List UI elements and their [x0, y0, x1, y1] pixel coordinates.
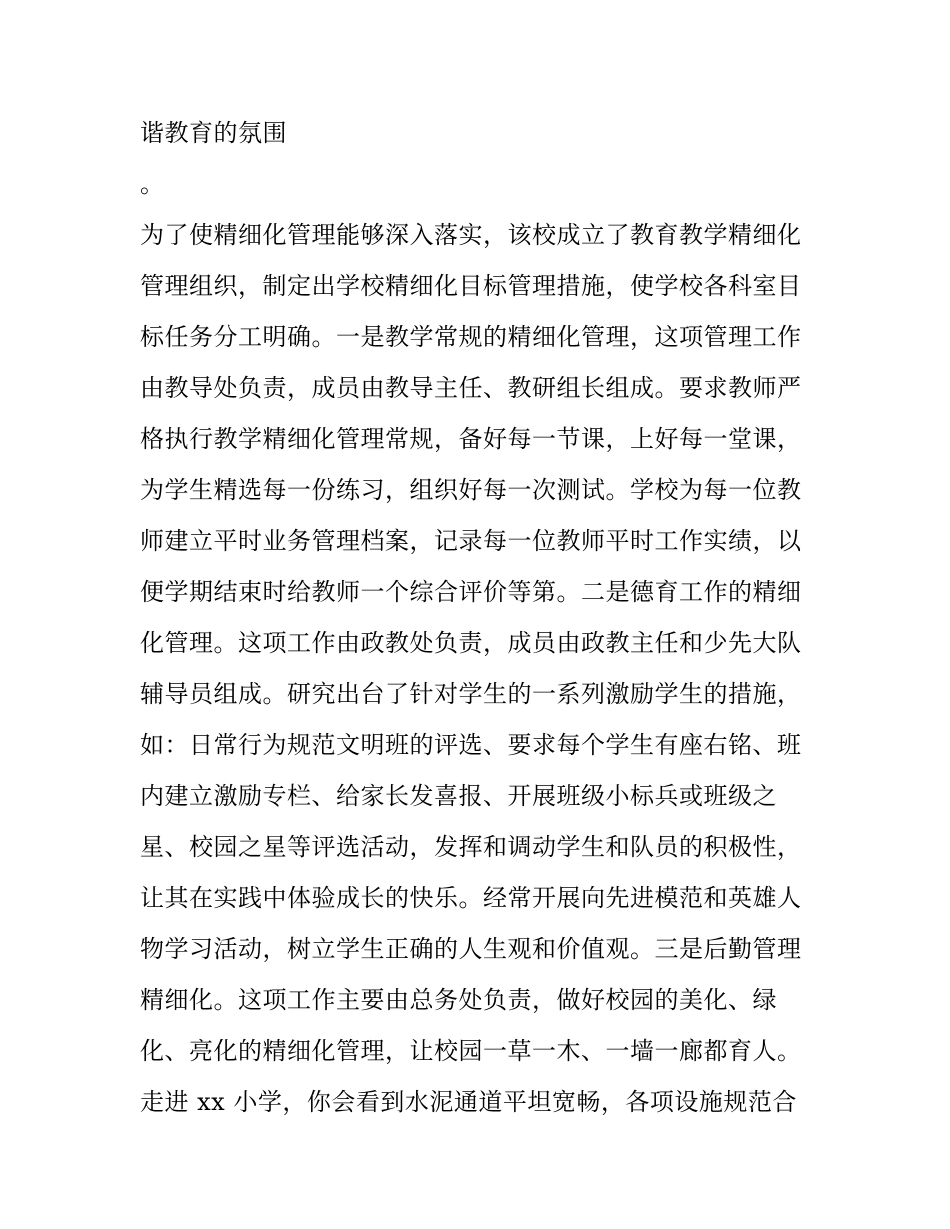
paragraph-line: 星、校园之星等评选活动，发挥和调动学生和队员的积极性，: [140, 833, 802, 861]
paragraph-line: 师建立平时业务管理档案，记录每一位教师平时工作实绩，以: [140, 527, 802, 555]
paragraph-line: 由教导处负责，成员由教导主任、教研组长组成。要求教师严: [140, 374, 802, 402]
paragraph-line: 辅导员组成。研究出台了针对学生的一系列激励学生的措施，: [140, 680, 802, 708]
document-body: [140, 108, 820, 1128]
paragraph-line: 格执行教学精细化管理常规，备好每一节课，上好每一堂课，: [140, 425, 802, 453]
paragraph-line: 让其在实践中体验成长的快乐。经常开展向先进模范和英雄人: [140, 884, 802, 912]
paragraph-line: 标任务分工明确。一是教学常规的精细化管理，这项管理工作: [140, 323, 802, 351]
paragraph-line: 化管理。这项工作由政教处负责，成员由政教主任和少先大队: [140, 629, 802, 657]
paragraph-line: 内建立激励专栏、给家长发喜报、开展班级小标兵或班级之: [140, 782, 777, 810]
period-line: 。: [140, 170, 165, 198]
paragraph-line: 为学生精选每一份练习，组织好每一次测试。学校为每一位教: [140, 476, 802, 504]
paragraph-line: 如：日常行为规范文明班的评选、要求每个学生有座右铭、班: [140, 731, 802, 759]
paragraph-line: 为了使精细化管理能够深入落实，该校成立了教育教学精细化: [140, 221, 802, 249]
paragraph-line: 化、亮化的精细化管理，让校园一草一木、一墙一廊都育人。: [140, 1037, 802, 1065]
heading-tail: 谐教育的氛围: [140, 119, 287, 147]
paragraph-line: 精细化。这项工作主要由总务处负责，做好校园的美化、绿: [140, 986, 777, 1014]
paragraph-line: 物学习活动，树立学生正确的人生观和价值观。三是后勤管理: [140, 935, 802, 963]
paragraph-line: 管理组织，制定出学校精细化目标管理措施，使学校各科室目: [140, 272, 802, 300]
paragraph-line: 便学期结束时给教师一个综合评价等第。二是德育工作的精细: [140, 578, 802, 606]
paragraph-line: 走进 xx 小学，你会看到水泥通道平坦宽畅，各项设施规范合: [140, 1088, 797, 1116]
